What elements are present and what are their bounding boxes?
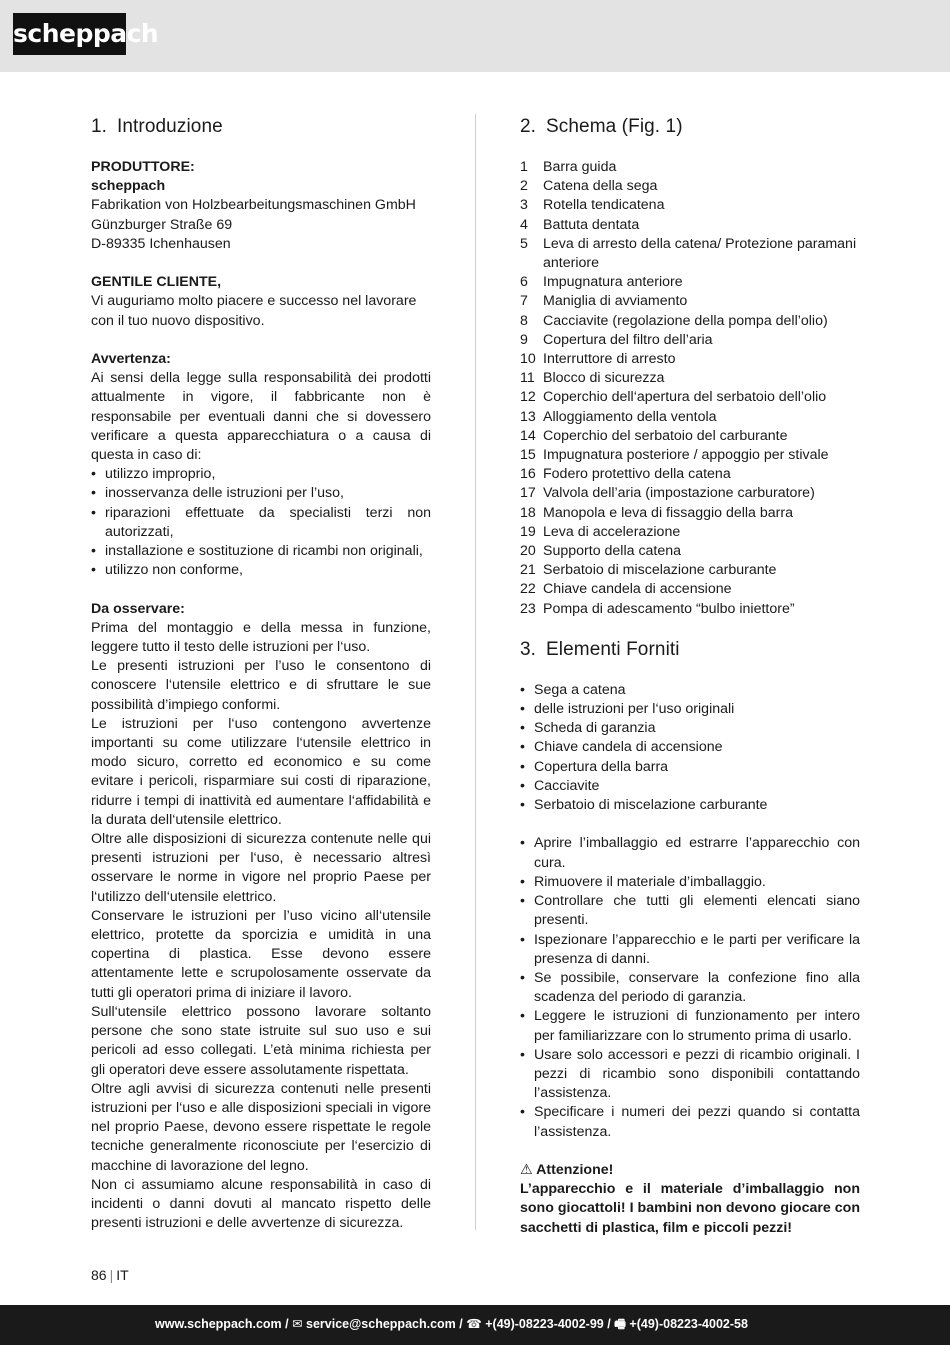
right-column bbox=[520, 114, 860, 1238]
list-item: • Ispezionare l’apparecchio e le parti per verificare la presenza di danni. bbox=[520, 931, 860, 969]
brand-logo: scheppach bbox=[13, 13, 126, 55]
supplied-list bbox=[520, 681, 860, 815]
list-item: 19 Leva di accelerazione bbox=[520, 523, 681, 540]
parts-list bbox=[520, 158, 860, 619]
left-column bbox=[91, 114, 431, 1233]
section-heading-schema: 2. Schema (Fig. 1) bbox=[520, 116, 683, 137]
producer-company: Fabrikation von Holzbearbeitungsmaschinen GmbH bbox=[91, 197, 416, 214]
list-item: • utilizzo improprio, bbox=[91, 465, 431, 484]
list-item: 2 Catena della sega bbox=[520, 178, 658, 195]
observe-paragraph: Oltre agli avvisi di sicurezza contenuti nelle presenti istruzioni per l‘uso e alle disposizioni speciali in vigore nel proprio Paese, devono essere rispettate le regole tecniche generalmente riconosciute per l‘esercizio di macchine di lavorazione del legno. bbox=[91, 1080, 431, 1174]
list-item: • Rimuovere il materiale d’imballaggio. bbox=[520, 873, 860, 892]
list-item: • Se possibile, conservare la confezione fino alla scadenza del periodo di garanzia. bbox=[520, 969, 860, 1007]
list-item: • utilizzo non conforme, bbox=[91, 561, 431, 580]
list-item: • inosservanza delle istruzioni per l’uso, bbox=[91, 484, 431, 503]
list-item: • Leggere le istruzioni di funzionamento per intero per familiarizzare con lo strumento prima di usarlo. bbox=[520, 1007, 860, 1045]
list-item: • Sega a catena bbox=[520, 681, 860, 700]
list-item: 1 Barra guida bbox=[520, 159, 617, 175]
list-item: • riparazioni effettuate da specialisti terzi non autorizzati, bbox=[91, 504, 431, 542]
list-item: 13 Alloggiamento della ventola bbox=[520, 408, 717, 425]
list-item: 6 Impugnatura anteriore bbox=[520, 274, 683, 291]
header-band bbox=[0, 0, 950, 72]
list-item: 12 Coperchio dell‘apertura del serbatoio dell’olio bbox=[520, 389, 827, 406]
warning-text: Ai sensi della legge sulla responsabilità dei prodotti attualmente in vigore, il fabbricante non è responsabile per eventuali danni che si dovessero verificare a questa apparecchiatura o a causa di questa in caso di: bbox=[91, 370, 431, 464]
observe-paragraph: Oltre alle disposizioni di sicurezza contenute nelle qui presenti istruzioni per l‘uso, è necessario altresì osservare le norme in vigore nel proprio Paese per l‘utilizzo dell‘utensile elettrico. bbox=[91, 831, 431, 905]
list-item: 14 Coperchio del serbatoio del carburante bbox=[520, 427, 788, 444]
list-item: 7 Maniglia di avviamento bbox=[520, 293, 688, 310]
list-item: 4 Battuta dentata bbox=[520, 216, 640, 233]
list-item: • delle istruzioni per l‘uso originali bbox=[520, 700, 860, 719]
list-item: • Chiave candela di accensione bbox=[520, 738, 860, 757]
warning-list bbox=[91, 465, 431, 580]
observe-paragraph: Conservare le istruzioni per l’uso vicino all‘utensile elettrico, protette da sporcizia e umidità in una copertina di plastica. Esse devono essere attentamente lette e scrupolosamente osservate da tutti gli operatori prima di iniziare il lavoro. bbox=[91, 907, 431, 1001]
list-item: 21 Serbatoio di miscelazione carburante bbox=[520, 562, 777, 579]
producer-city: D-89335 Ichenhausen bbox=[91, 235, 231, 252]
column-divider bbox=[475, 114, 476, 1230]
footer-contact: www.scheppach.com / ✉ service@scheppach.com / ☎ +(49)-08223-4002-99 / 🖷 +(49)-08223-4002-58 bbox=[155, 1317, 748, 1331]
list-item: • Specificare i numeri dei pezzi quando si contatta l’assistenza. bbox=[520, 1103, 860, 1141]
observe-paragraph: Prima del montaggio e della messa in funzione, leggere tutto il testo delle istruzioni per l‘uso. bbox=[91, 619, 431, 656]
observe-paragraph: Non ci assumiamo alcune responsabilità in caso di incidenti o danni dovuti al mancato rispetto delle presenti istruzioni e delle avvertenze di sicurezza. bbox=[91, 1176, 431, 1232]
producer-label: PRODUTTORE: bbox=[91, 159, 195, 175]
section-heading-introduction: 1. Introduzione bbox=[91, 116, 223, 137]
list-item: • Usare solo accessori e pezzi di ricambio originali. I pezzi di ricambio sono disponibili contattando l’assistenza. bbox=[520, 1046, 860, 1104]
attention-label: ⚠ Attenzione! bbox=[520, 1161, 614, 1178]
customer-label: GENTILE CLIENTE, bbox=[91, 274, 222, 291]
warning-label: Avvertenza: bbox=[91, 351, 171, 367]
list-item: • installazione e sostituzione di ricambi non originali, bbox=[91, 542, 431, 561]
list-item: • Scheda di garanzia bbox=[520, 719, 860, 738]
observe-paragraph: Le presenti istruzioni per l’uso le consentono di conoscere l‘utensile elettrico e di sfruttare le sue possibilità d’impiego conformi. bbox=[91, 658, 431, 713]
observe-paragraph: Le istruzioni per l‘uso contengono avvertenze importanti su come utilizzare l‘utensile elettrico in modo sicuro, corretto ed economico e su come evitare i pericoli, risparmiare sui costi di riparazione, ridurre i tempi di inattività ed aumentare l‘affidabilità e la durata dell‘utensile elettrico. bbox=[91, 715, 431, 828]
page-number: 86 | IT bbox=[91, 1267, 129, 1283]
list-item: 8 Cacciavite (regolazione della pompa dell’olio) bbox=[520, 312, 828, 329]
list-item: • Copertura della barra bbox=[520, 758, 860, 777]
attention-text: L’apparecchio e il materiale d’imballaggio non sono giocattoli! I bambini non devono giocare con sacchetti di plastica, film e piccoli pezzi! bbox=[520, 1181, 860, 1236]
list-item: 20 Supporto della catena bbox=[520, 543, 682, 560]
customer-text: Vi auguriamo molto piacere e successo nel lavorare con il tuo nuovo dispositivo. bbox=[91, 293, 417, 329]
list-item: 9 Copertura del filtro dell’aria bbox=[520, 331, 713, 348]
list-item: 10 Interruttore di arresto bbox=[520, 351, 676, 368]
list-item: • Aprire l’imballaggio ed estrarre l’apparecchio con cura. bbox=[520, 834, 860, 872]
list-item: 18 Manopola e leva di fissaggio della barra bbox=[520, 504, 794, 521]
list-item: 3 Rotella tendicatena bbox=[520, 197, 665, 214]
list-item: • Serbatoio di miscelazione carburante bbox=[520, 796, 860, 815]
producer-name: scheppach bbox=[91, 178, 166, 195]
list-item: 11 Blocco di sicurezza bbox=[520, 370, 665, 387]
list-item: 17 Valvola dell’aria (impostazione carburatore) bbox=[520, 485, 815, 502]
list-item: 22 Chiave candela di accensione bbox=[520, 581, 732, 598]
list-item: 5 Leva di arresto della catena/ Protezione paramani anteriore bbox=[520, 235, 857, 272]
list-item: 15 Impugnatura posteriore / appoggio per stivale bbox=[520, 447, 829, 464]
list-item: 16 Fodero protettivo della catena bbox=[520, 466, 731, 483]
section-heading-supplied: 3. Elementi Forniti bbox=[520, 638, 680, 660]
observe-label: Da osservare: bbox=[91, 600, 185, 617]
observe-paragraph: Sull‘utensile elettrico possono lavorare soltanto persone che sono state istruite sul suo uso e sui pericoli ad esso collegati. L’età minima richiesta per gli operatori deve essere assolutamente rispettata. bbox=[91, 1003, 431, 1078]
list-item: • Controllare che tutti gli elementi elencati siano presenti. bbox=[520, 892, 860, 930]
producer-street: Günzburger Straße 69 bbox=[91, 216, 233, 233]
list-item: • Cacciavite bbox=[520, 777, 860, 796]
list-item: 23 Pompa di adescamento “bulbo iniettore” bbox=[520, 600, 795, 617]
unpack-list bbox=[520, 834, 860, 1141]
